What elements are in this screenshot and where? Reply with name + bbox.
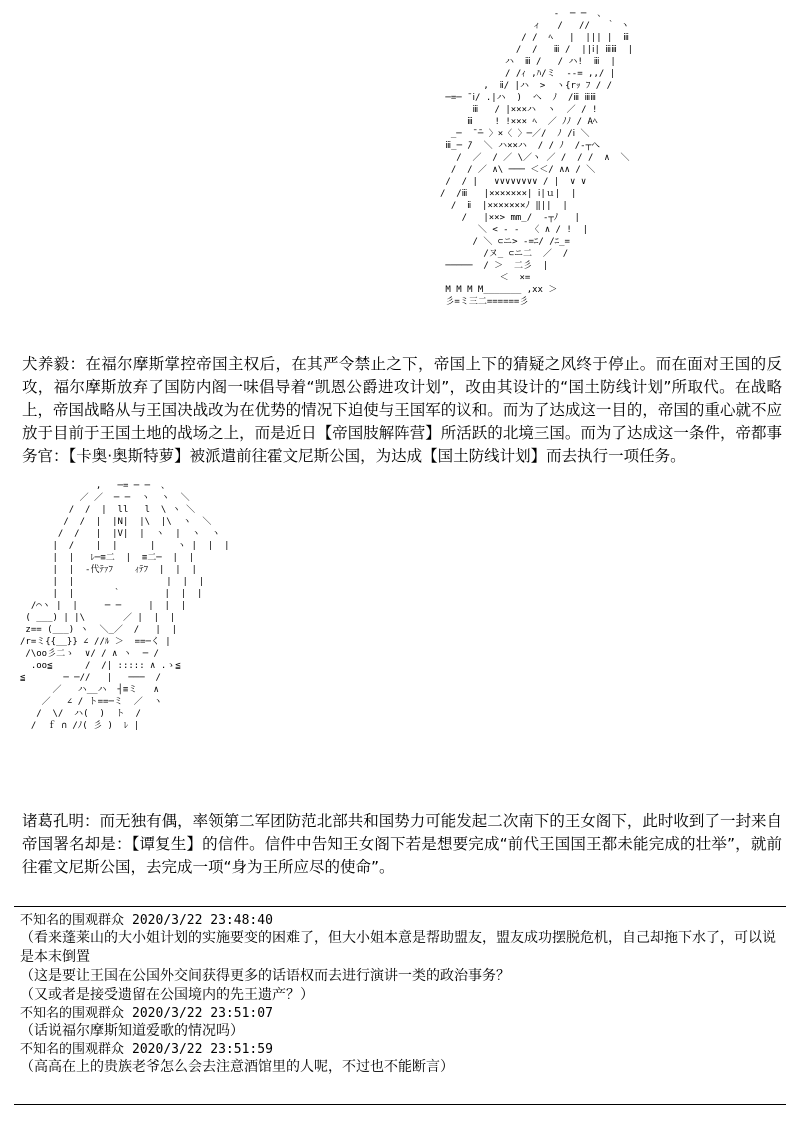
comments-section (20, 912, 786, 1077)
comments-top-divider (14, 906, 786, 907)
comment-line: （这是要让王国在公国外交间获得更多的话语权而去进行演讲一类的政治事务？ (20, 968, 510, 984)
ascii-art-upper: ‐ ─ ─ 、 ィ / // ｀ ヽ / / ﾍ | ||| | ⅲ / / ⅲ / ||ⅰ| ⅲⅲ | ハ ⅲ / / ハ! ⅲ | / /ｨ ,ﾊ/ミ ‐-= ,,/ | , ⅱ/ |ハ > ヽ{rｯ ﾌ / / ─=─ ̄ ⅰ/ .|ハ ) ヘ ﾉ /ⅲ ⅲⅲ ⅲ / |×××ハ ヽ ／ / ! ⅲ ! !××× ﾍ ／ ﾉﾉ / Aﾍ _─ ̄ ̄─ 〉×〈 〉─／/ ﾉ /ⅰ ＼ ⅲ_─ ̄/ ＼ ハ××ハ / / ﾉ /‐┬へ / ／ / ／ \／ヽ ／ / / / ∧ ＼ / / ／ ∧\ ─── ＜＜/ ∧∧ / ＼ / / | ∨∨∨∨∨∨∨∨ / | ∨ ∨ / /ⅲ |×××××××| ⅰ|ｕ| | / ⅱ |×××××××ﾉ ‖|| | / |××> mm_/ ‐┬ﾉ | ＼ < ‐ ‐ 〈 ∧ / ! | / ＼ ⊂ニ> ‐=ﾆ/ /ﾆ_= /ヌ_ ⊂ニ二 ／ / ───── / ＞ 二彡 | ＜ ×= M M M M_______ ,xx ＞ 彡=ミ三二======彡 (440, 9, 634, 307)
comment-line: （看来蓬莱山的大小姐计划的实施要变的困难了，但大小姐本意是帮助盟友，盟友成功摆脱危机，自己却拖下水了，可以说是本末倒置 (20, 930, 776, 965)
ascii-art-lower: , ─= ─ ─ 、 ／ ／ ─ ─ ヽ ヽ ＼ / / | ll l \ ヽ ＼ / / | |N| |\ |\ ヽ ＼ / / | |V| | ヽ | ヽ ヽ | / | | | ヽ | | | | | ﾚ─≡二 | ≡二─ | | | | ‐代ﾃｧﾌ ｨﾃﾌ | | | | | | | | | | ｀ | | | /⌒ヽ | | ─ ─ | | | ( ___) | |\ ／ | | | z== (___) ヽ ＼_／ / | | /r=ミ{{__}} ∠ //ﾙ ＞ ==─く | /\oo彡二ゝ ∨/ / ∧ ヽ ─ / .oo≦ / /| ::::: ∧ .ゝ≦ ≦ ─ ─// | ─── / ／ ハ__ハ ┤≡ミ ∧ ／ ∠ / ト==─ミ ／ ヽ / \/ ハ( ) ト / / ｆ ∩ /ﾉ( 彡 ) ﾚ | (20, 481, 230, 731)
comment-line: （高高在上的贵族老爷怎么会去注意酒馆里的人呢，不过也不能断言） (20, 1059, 454, 1075)
story-paragraph-1: 犬养毅：在福尔摩斯掌控帝国主权后，在其严令禁止之下，帝国上下的猜疑之风终于停止。而在面对王国的反攻，福尔摩斯放弃了国防内阁一味倡导着“凯恩公爵进攻计划”，改由其设计的“国土防线计划”所取代。在战略上，帝国战略从与王国决战改为在优势的情况下迫使与王国军的议和。而为了达成这一目的，帝国的重心就不应放于目前于王国土地的战场之上，而是近日【帝国肢解阵营】所活跃的北境三国。而为了达成这一条件，帝都事务官：【卡奥·奥斯特萝】被派遣前往霍文尼斯公国，为达成【国土防线计划】而去执行一项任务。 (22, 355, 782, 465)
comment-block (20, 1005, 786, 1041)
story-paragraph-2: 诸葛孔明：而无独有偶，率领第二军团防范北部共和国势力可能发起二次南下的王女阁下，此时收到了一封来自帝国署名却是：【谭复生】的信件。信件中告知王女阁下若是想要完成“前代王国国王都未能完成的壮举”，就前往霍文尼斯公国，去完成一项“身为王所应尽的使命”。 (22, 812, 782, 876)
comment-timestamp: 2020/3/22 23:51:59 (132, 1042, 273, 1057)
comment-block (20, 912, 786, 1005)
comments-bottom-divider (14, 1104, 786, 1105)
comment-user: 不知名的围观群众 (20, 1006, 125, 1021)
comment-user: 不知名的围观群众 (20, 1042, 125, 1057)
comment-timestamp: 2020/3/22 23:51:07 (132, 1006, 273, 1021)
comment-header (20, 912, 786, 929)
comment-line: （又或者是接受遗留在公国境内的先王遗产？） (20, 987, 314, 1003)
comment-header (20, 1005, 786, 1022)
comment-timestamp: 2020/3/22 23:48:40 (132, 913, 273, 928)
comment-line: （话说福尔摩斯知道爱歌的情况吗） (20, 1023, 244, 1039)
comment-block (20, 1041, 786, 1077)
comment-user: 不知名的围观群众 (20, 913, 125, 928)
comment-header (20, 1041, 786, 1058)
